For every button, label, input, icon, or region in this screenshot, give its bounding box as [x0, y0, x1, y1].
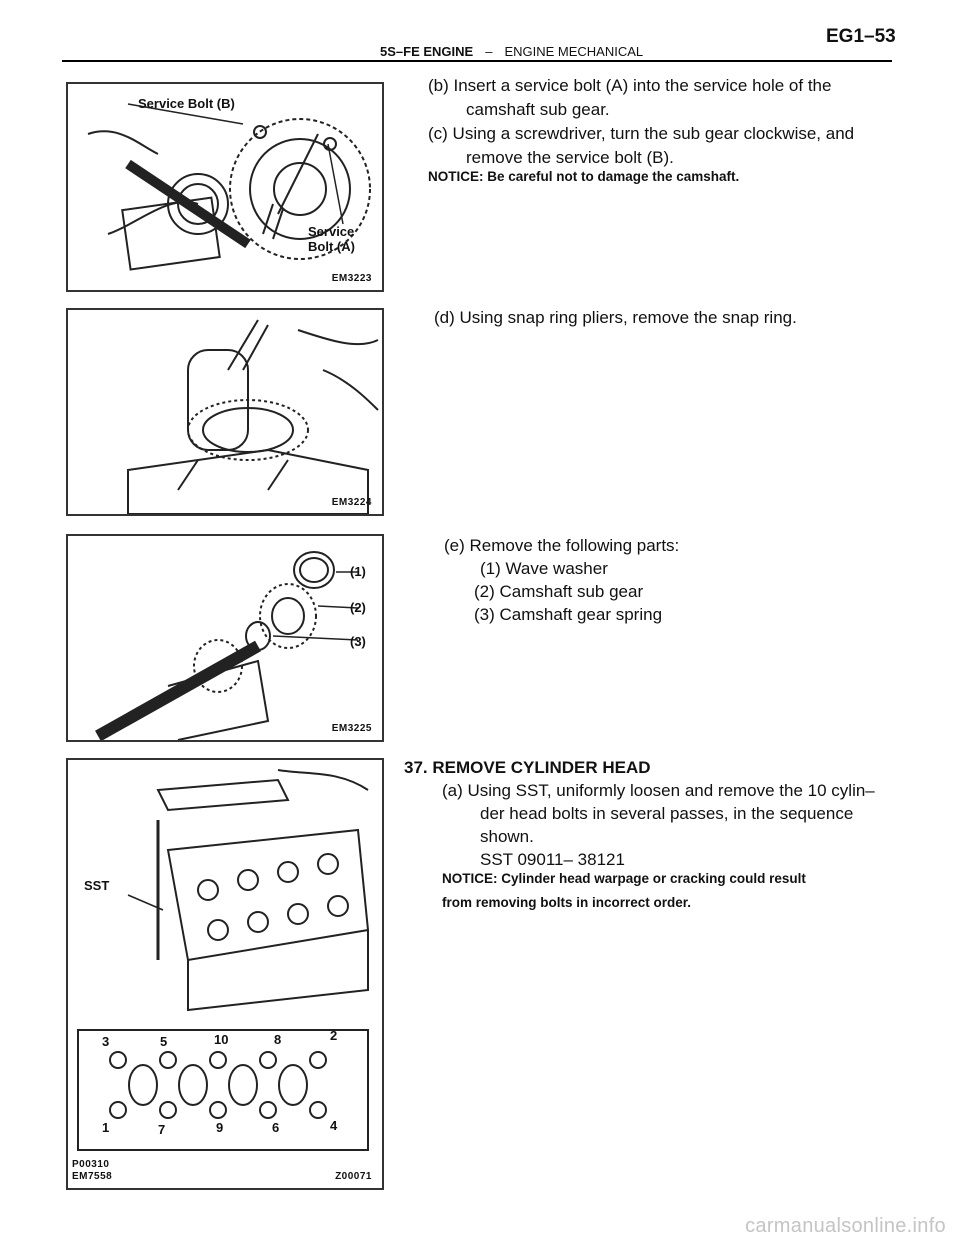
step-e: (e) Remove the following parts: — [444, 536, 680, 555]
bolt-number-2: 2 — [330, 1028, 338, 1043]
step-a-line1: (a) Using SST, uniformly loosen and remove the 10 cylin– — [442, 781, 875, 800]
figure-snap-ring — [66, 308, 384, 516]
bolt-number-10: 10 — [214, 1032, 229, 1047]
figure-code: EM3225 — [331, 723, 372, 734]
step-e2: (2) Camshaft sub gear — [474, 582, 644, 601]
label-sst: SST — [84, 878, 110, 893]
label-service-bolt-a — [308, 224, 355, 254]
figure-service-bolt — [66, 82, 384, 292]
figure-code-p00310: P00310 — [72, 1159, 110, 1170]
step-e1: (1) Wave washer — [480, 559, 608, 578]
exploded-parts-illustration — [68, 536, 382, 740]
callout-1: (1) — [350, 564, 366, 579]
notice-cylinder-head-line1: NOTICE: Cylinder head warpage or cracking could result — [442, 871, 806, 886]
step-d: (d) Using snap ring pliers, remove the snap ring. — [434, 308, 797, 327]
header-rule — [62, 60, 892, 62]
step-b-line1: (b) Insert a service bolt (A) into the service hole of the — [428, 76, 832, 95]
step-c-line2: remove the service bolt (B). — [466, 148, 674, 167]
notice-camshaft: NOTICE: Be careful not to damage the camshaft. — [428, 169, 740, 184]
step-c-line1: (c) Using a screwdriver, turn the sub gear clockwise, and — [428, 124, 855, 143]
label-service-bolt-a-line2: Bolt (A) — [308, 239, 355, 254]
step-b-line2: camshaft sub gear. — [466, 100, 610, 119]
bolt-number-9: 9 — [216, 1120, 224, 1135]
running-header — [380, 44, 643, 59]
step-e3: (3) Camshaft gear spring — [474, 605, 663, 624]
figure-code: EM3223 — [331, 273, 372, 284]
figure-cylinder-head — [66, 758, 384, 1190]
step-a-line2: der head bolts in several passes, in the sequence — [480, 804, 854, 823]
page-number: EG1–53 — [826, 26, 896, 47]
figure-code-em7558: EM7558 — [72, 1171, 113, 1182]
figure-code-z00071: Z00071 — [335, 1171, 372, 1182]
bolt-number-7: 7 — [158, 1122, 166, 1137]
bolt-number-8: 8 — [274, 1032, 282, 1047]
header-chapter: ENGINE MECHANICAL — [504, 44, 644, 59]
step-37-heading: 37. REMOVE CYLINDER HEAD — [404, 758, 651, 777]
bolt-number-1: 1 — [102, 1120, 110, 1135]
bolt-number-3: 3 — [102, 1034, 110, 1049]
watermark: carmanualsonline.info — [745, 1215, 946, 1237]
header-section: 5S–FE ENGINE — [380, 44, 474, 59]
callout-3: (3) — [350, 634, 366, 649]
bolt-number-6: 6 — [272, 1120, 280, 1135]
callout-2: (2) — [350, 600, 366, 615]
snap-ring-pliers-illustration — [68, 310, 382, 514]
bolt-number-5: 5 — [160, 1034, 168, 1049]
figure-code: EM3224 — [331, 497, 372, 508]
notice-cylinder-head-line2: from removing bolts in incorrect order. — [442, 895, 692, 910]
bolt-number-4: 4 — [330, 1118, 338, 1133]
camshaft-sub-gear-illustration — [68, 84, 382, 290]
figure-parts-exploded — [66, 534, 384, 742]
label-service-bolt-b: Service Bolt (B) — [138, 96, 235, 111]
step-a-line3: shown. — [480, 827, 534, 846]
label-service-bolt-a-line1: Service — [308, 224, 355, 239]
step-a-sst: SST 09011– 38121 — [480, 850, 625, 869]
header-separator: – — [485, 44, 493, 59]
